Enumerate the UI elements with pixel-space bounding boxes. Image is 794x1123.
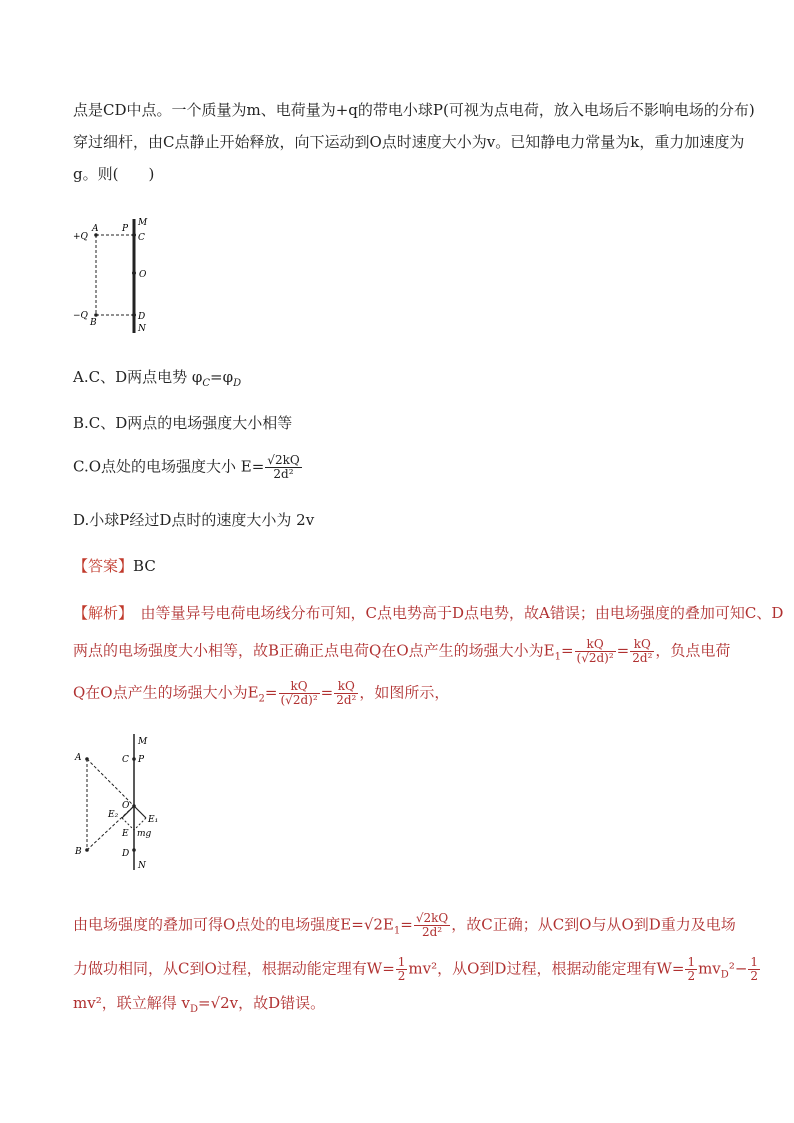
analysis-f1b-den: (√2d)² (280, 693, 318, 707)
fig1-label-b: B (90, 318, 97, 328)
analysis-half-1-num: 1 (397, 955, 406, 969)
analysis-p5a: mv²，联立解得 v (73, 994, 190, 1012)
analysis-frac-5 (414, 912, 450, 939)
fig1-label-m: M (138, 218, 148, 228)
option-c-den: 2d² (273, 467, 294, 481)
analysis-tag: 【解析】 (73, 604, 126, 622)
analysis-line-3: Q在O点产生的场强大小为$E_2=$ $\frac{kQ}{\text{(√2d)²}}$ = $\frac{kQ}{\text{2d²}}$ ，如图所示， (73, 679, 450, 707)
analysis-half-3-den: 2 (750, 969, 759, 983)
question-line-2: 穿过细杆，由C点静止开始释放，向下运动到O点时速度大小为v。已知静电力常量为k，重力加速度为 (73, 133, 745, 151)
fig2-label-e: E (122, 829, 129, 839)
analysis-line-1 (73, 603, 783, 623)
fig2-label-c: C (122, 755, 129, 765)
analysis-p4d: ²− (728, 959, 748, 978)
analysis-p3-sub: 1 (393, 925, 401, 937)
fig1-label-c: C (138, 233, 145, 243)
fig2-label-e2: E₂ (108, 810, 119, 820)
fig1-label-n: N (138, 324, 146, 334)
analysis-p1a: 由等量异号电荷电场线分布可知，C点电势高于D点电势，故A错误；由电场强度的叠加可知C、D (125, 604, 784, 622)
analysis-half-3 (748, 956, 760, 983)
analysis-half-2 (685, 956, 697, 983)
answer-value: BC (133, 557, 156, 575)
fig2-label-d: D (122, 849, 130, 859)
analysis-f3-num: √2kQ (415, 911, 449, 925)
figure-2-diagram (70, 730, 170, 872)
option-a-prefix: A. (73, 368, 89, 386)
analysis-p4c: mv (698, 959, 721, 978)
figure-1-diagram (70, 215, 160, 335)
option-c-num: √2kQ (267, 453, 300, 467)
option-d: D.小球P经过D点时的速度大小为 2v (73, 511, 315, 529)
fig1-label-p: P (122, 224, 129, 234)
analysis-f2b-num: kQ (334, 680, 358, 694)
option-c-prefix: C.O点处的电场强度大小 E= (73, 457, 265, 476)
analysis-frac-2 (630, 638, 654, 665)
analysis-frac-3 (279, 680, 320, 707)
analysis-p5-sub: D (189, 1004, 198, 1015)
analysis-f1b-num: kQ (279, 680, 320, 694)
fig2-label-m: M (138, 737, 148, 747)
analysis-half-2-num: 1 (687, 955, 696, 969)
analysis-f3-den: 2d² (421, 925, 443, 939)
analysis-line-6 (73, 993, 325, 1020)
analysis-e1-sub: 1 (554, 651, 561, 663)
analysis-p4b: mv²，从O到D过程，根据动能定理有W= (408, 959, 685, 978)
fig2-label-b: B (75, 847, 82, 857)
question-line-1: 点是CD中点。一个质量为m、电荷量为+q的带电小球P(可视为点电荷，放入电场后不影响电场的分布) (73, 101, 755, 119)
fig1-label-minus-q: −Q (73, 311, 88, 321)
fig2-label-mg: mg (137, 829, 152, 839)
option-a-sub2: D (233, 378, 242, 389)
analysis-p1b: 两点的电场强度大小相等，故B正确正点电荷Q在O点产生的场强大小为E (73, 641, 555, 660)
fig2-label-a: A (75, 753, 82, 763)
fig2-label-n: N (138, 861, 146, 871)
analysis-f1-num: kQ (575, 638, 616, 652)
analysis-line-4: 由电场强度的叠加可得O点处的电场强度$E=√2E_1=$ $\frac{√2kQ}{\text{2d²}}$ ，故C正确；从C到O与从O到D重力及电场 (73, 911, 736, 939)
option-a-text: C、D两点电势 φ (88, 368, 203, 386)
analysis-p3b: ，故C正确；从C到O与从O到D重力及电场 (451, 915, 736, 934)
option-a (73, 367, 241, 394)
answer-tag: 【答案】 (73, 557, 134, 575)
analysis-half-1 (396, 956, 408, 983)
fig1-label-plus-q: +Q (73, 232, 88, 242)
analysis-f2-num: kQ (630, 638, 654, 652)
analysis-e2-sub: 2 (258, 693, 265, 705)
option-a-sub1: C (202, 378, 211, 389)
analysis-p4a: 力做功相同，从C到O过程，根据动能定理有W= (73, 959, 395, 978)
fig2-label-e1: E₁ (148, 815, 159, 825)
fig2-label-p: P (138, 755, 145, 765)
analysis-half-2-den: 2 (687, 969, 696, 983)
analysis-p4-sub: D (720, 969, 729, 981)
analysis-frac-4 (334, 680, 358, 707)
analysis-p1c: ，负点电荷 (655, 641, 731, 660)
analysis-p2b: ，如图所示， (359, 683, 450, 702)
analysis-half-1-den: 2 (397, 969, 406, 983)
analysis-p2a: Q在O点产生的场强大小为E (73, 683, 259, 702)
analysis-half-3-num: 1 (750, 955, 759, 969)
fig2-label-o: O (122, 801, 130, 811)
analysis-frac-1 (575, 638, 616, 665)
option-c (73, 454, 303, 481)
question-line-3: g。则( ) (73, 165, 155, 183)
fig1-label-o: O (139, 270, 147, 280)
analysis-line-5 (73, 956, 761, 986)
fig1-label-d: D (138, 312, 146, 322)
analysis-f2b-den: 2d² (336, 693, 357, 707)
option-c-fraction (265, 454, 301, 481)
analysis-p3a: 由电场强度的叠加可得O点处的电场强度E=√2E (73, 915, 394, 934)
analysis-line-2: 两点的电场强度大小相等，故B正确正点电荷Q在O点产生的场强大小为$E_1=$ $\frac{kQ}{\text{(√2d)²}}$ = $\frac{kQ}{\text{2d²}}$ ，负点电荷 (73, 637, 731, 665)
analysis-p5b: =√2v，故D错误。 (198, 994, 326, 1012)
fig1-label-a: A (92, 224, 99, 234)
analysis-f1-den: (√2d)² (576, 651, 614, 665)
option-a-eq: =φ (210, 368, 234, 386)
answer-line (73, 556, 156, 576)
analysis-f2-den: 2d² (632, 651, 653, 665)
option-b: B.C、D两点的电场强度大小相等 (73, 414, 293, 432)
